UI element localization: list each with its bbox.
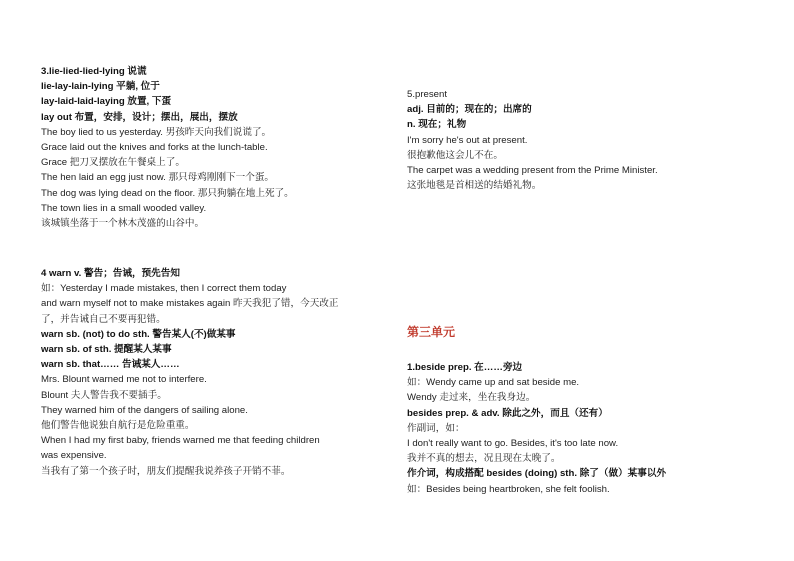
text-line: 他们警告他说独自航行是危险重重。 [41,420,195,432]
text-line: 如：Besides being heartbroken, she felt foolish. [407,483,610,495]
text-line: The boy lied to us yesterday. 男孩昨天向我们说谎了。 [41,126,272,138]
heading-line: lie-lay-lain-lying 平躺, 位于 [41,81,160,93]
heading-line: lay-laid-laid-laying 放置, 下蛋 [41,96,172,108]
heading-line: besides prep. & adv. 除此之外，而且（还有） [407,407,608,419]
heading-line: lay out 布置，安排，设计；摆出，展出，摆放 [41,111,238,123]
text-line: The dog was lying dead on the floor. 那只狗躺在地上死了。 [41,187,294,199]
text-line: Mrs. Blount warned me not to interfere. [41,374,207,386]
right-column-block-2 [407,360,767,497]
text-line: Blount 夫人警告我不要插手。 [41,389,167,401]
text-line: 当我有了第一个孩子时，朋友们提醒我说养孩子开销不菲。 [41,465,291,477]
text-line: 如：Yesterday I made mistakes, then I correct them today [41,283,287,295]
text-line: When I had my first baby, friends warned me that feeding children [41,435,320,447]
text-line: They warned him of the dangers of sailing alone. [41,404,248,416]
text-line: I'm sorry he's out at present. [407,134,528,146]
text-line: 该城镇坐落于一个林木茂盛的山谷中。 [41,218,205,230]
text-line: Wendy 走过来，坐在我身边。 [407,392,536,404]
heading-line: 作介词，构成搭配 besides (doing) sth. 除了（做）某事以外 [407,468,667,480]
text-line: The hen laid an egg just now. 那只母鸡刚刚下一个蛋。 [41,172,275,184]
heading-line: 3.lie-lied-lied-lying 说谎 [41,66,147,77]
text-line: The carpet was a wedding present from the Prime Minister. [407,165,658,177]
heading-line: warn sb. that…… 告诫某人…… [41,359,180,371]
heading-line: warn sb. (not) to do sth. 警告某人(不)做某事 [41,328,236,340]
heading-line: adj. 目前的；现在的；出席的 [407,104,532,116]
left-column-block-2 [41,266,381,479]
text-line: 很抱歉他这会儿不在。 [407,149,503,161]
heading-line: warn sb. of sth. 提醒某人某事 [41,344,172,356]
text-line: and warn myself not to make mistakes again 昨天我犯了错，今天改正 [41,298,339,310]
left-column-block-1 [41,64,381,231]
text-line: 如：Wendy came up and sat beside me. [407,377,580,389]
text-line: Grace laid out the knives and forks at the lunch-table. [41,142,268,154]
heading-line: 1.beside prep. 在……旁边 [407,362,523,373]
text-line: Grace 把刀叉摆放在午餐桌上了。 [41,157,185,169]
text-line: 了，并告诫自己不要再犯错。 [41,313,166,325]
text-line: 5.present [407,89,448,100]
text-line: 这张地毯是首相送的结婚礼物。 [407,180,542,192]
text-line: was expensive. [41,450,107,462]
heading-line: 4 warn v. 警告；告诫，预先告知 [41,268,180,279]
right-column-block-1 [407,87,767,193]
text-line: I don't really want to go. Besides, it's too late now. [407,438,619,450]
text-line: 作副词，如： [407,422,465,434]
text-line: 我并不真的想去，况且现在太晚了。 [407,453,561,465]
unit-title: 第三单元 [407,325,456,339]
heading-line: n. 现在；礼物 [407,119,467,131]
text-line: The town lies in a small wooded valley. [41,202,207,214]
